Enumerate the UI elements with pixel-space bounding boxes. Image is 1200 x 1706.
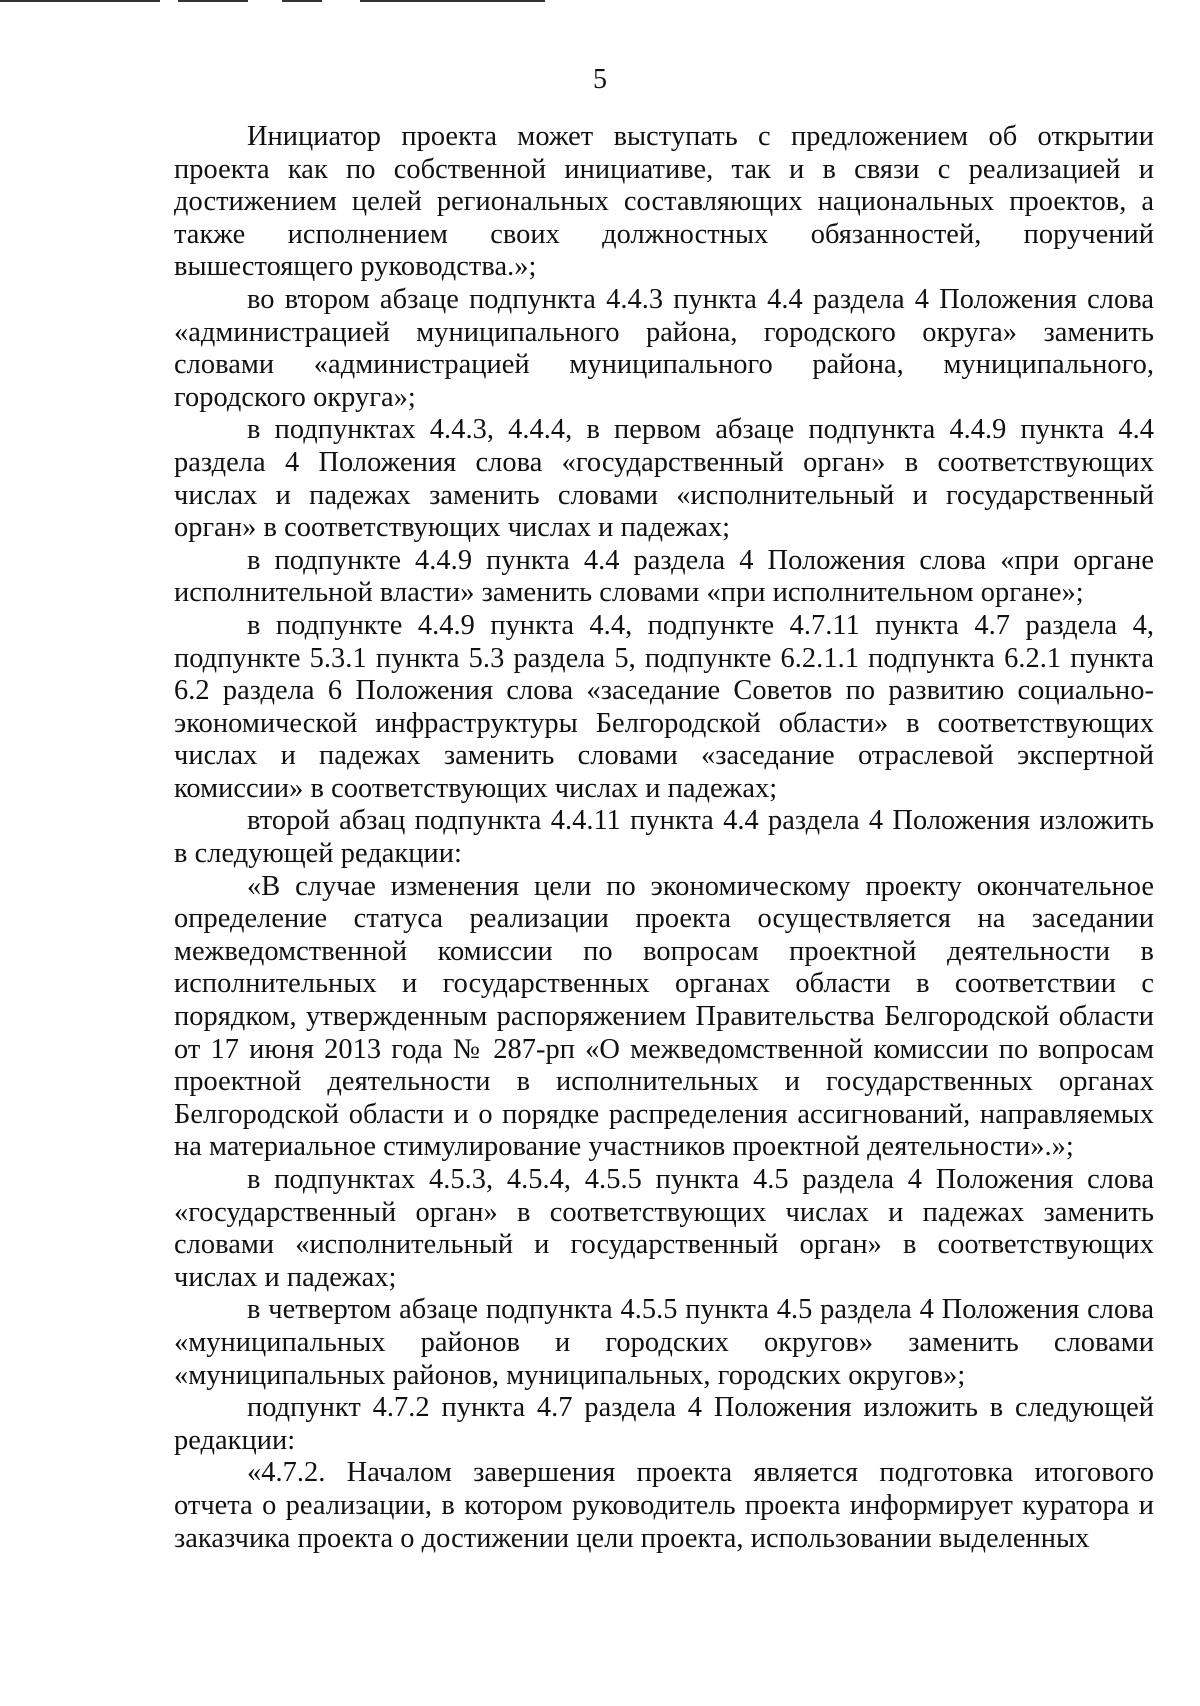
paragraph: «4.7.2. Началом завершения проекта является подготовка итогового отчета о реализации, в котором руководитель проекта информирует куратора и заказчика проекта о достижении цели проекта, использовании выделенных [174, 1457, 1154, 1554]
document-body [174, 121, 1154, 1555]
paragraph: Инициатор проекта может выступать с предложением об открытии проекта как по собственной инициативе, так и в связи с реализацией и достижением целей региональных составляющих национальных проектов, а также исполнением своих должностных обязанностей, поручений вышестоящего руководства.»; [174, 121, 1154, 283]
paragraph: в подпункте 4.4.9 пункта 4.4, подпункте 4.7.11 пункта 4.7 раздела 4, подпункте 5.3.1 пункта 5.3 раздела 5, подпункте 6.2.1.1 подпункта 6.2.1 пункта 6.2 раздела 6 Положения слова «заседание Советов по развитию социально-экономической инфраструктуры Белгородской области» в соответствующих числах и падежах заменить словами «заседание отраслевой экспертной комиссии» в соответствующих числах и падежах; [174, 609, 1154, 804]
paragraph: в подпункте 4.4.9 пункта 4.4 раздела 4 Положения слова «при органе исполнительной власти» заменить словами «при исполнительном органе»; [174, 544, 1154, 609]
paragraph: второй абзац подпункта 4.4.11 пункта 4.4 раздела 4 Положения изложить в следующей редакции: [174, 805, 1154, 870]
scan-edge-marks [0, 0, 1200, 4]
paragraph: «В случае изменения цели по экономическому проекту окончательное определение статуса реализации проекта осуществляется на заседании межведомственной комиссии по вопросам проектной деятельности в исполнительных и государственных органах области в соответствии с порядком, утвержденным распоряжением Правительства Белгородской области от 17 июня 2013 года № 287-рп «О межведомственной комиссии по вопросам проектной деятельности в исполнительных и государственных органах Белгородской области и о порядке распределения ассигнований, направляемых на материальное стимулирование участников проектной деятельности».»; [174, 870, 1154, 1163]
paragraph: во втором абзаце подпункта 4.4.3 пункта 4.4 раздела 4 Положения слова «администрацией муниципального района, городского округа» заменить словами «администрацией муниципального района, муниципального, городского округа»; [174, 283, 1154, 413]
paragraph: в четвертом абзаце подпункта 4.5.5 пункта 4.5 раздела 4 Положения слова «муниципальных районов и городских округов» заменить словами «муниципальных районов, муниципальных, городских округов»; [174, 1294, 1154, 1391]
paragraph: подпункт 4.7.2 пункта 4.7 раздела 4 Положения изложить в следующей редакции: [174, 1392, 1154, 1456]
paragraph: в подпунктах 4.4.3, 4.4.4, в первом абзаце подпункта 4.4.9 пункта 4.4 раздела 4 Положения слова «государственный орган» в соответствующих числах и падежах заменить словами «исполнительный и государственный орган» в соответствующих числах и падежах; [174, 414, 1154, 544]
paragraph: в подпунктах 4.5.3, 4.5.4, 4.5.5 пункта 4.5 раздела 4 Положения слова «государственный орган» в соответствующих числах и падежах заменить словами «исполнительный и государственный орган» в соответствующих числах и падежах; [174, 1164, 1154, 1293]
page-number: 5 [593, 64, 607, 95]
